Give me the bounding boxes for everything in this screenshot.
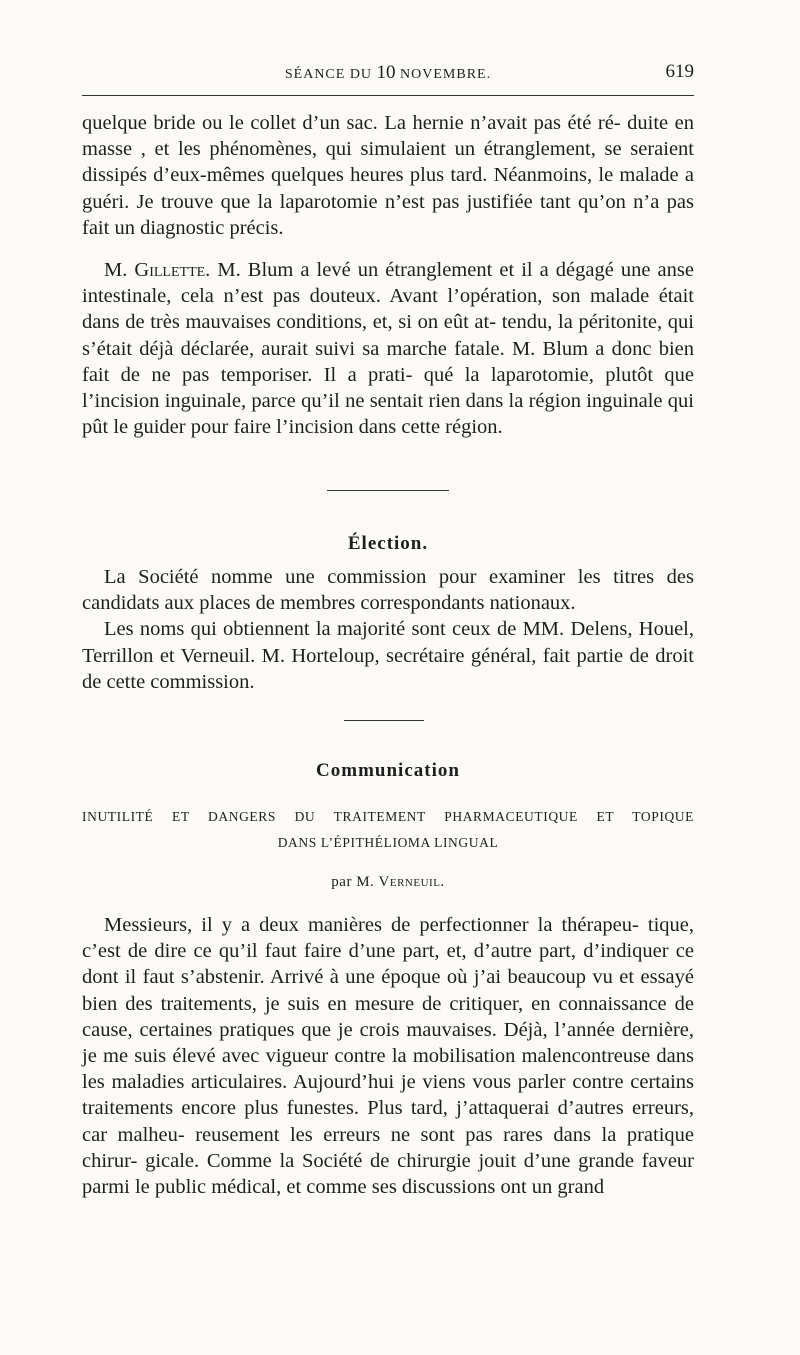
header-rule xyxy=(82,95,694,96)
running-title-after: NOVEMBRE. xyxy=(395,67,492,82)
byline xyxy=(82,874,694,891)
page-number: 619 xyxy=(665,61,694,82)
discussion-paragraph-1: quelque bride ou le collet d’un sac. La hernie n’avait pas été ré- duite en masse , et les phénomènes, qui simulaient un étranglement, se seraient dissipés d’eux-mêmes quelques heures plus tard. Néanmoins, le malade a guéri. Je trouve que la laparotomie n’est pas justifiée tant qu’on n’a pas fait un diagnostic précis. xyxy=(82,112,694,239)
byline-prefix: par M. xyxy=(331,874,379,890)
election-text xyxy=(82,564,694,695)
running-title xyxy=(82,62,694,84)
section-divider-1 xyxy=(327,490,449,491)
discussion-paragraph-2 xyxy=(82,257,694,440)
section-divider-2 xyxy=(344,720,424,721)
election-title: Élection. xyxy=(347,533,429,554)
running-title-number: 10 xyxy=(376,62,396,83)
running-title-before: SÉANCE DU xyxy=(284,67,377,82)
election-paragraph-2: Les noms qui obtiennent la majorité sont ceux de MM. Delens, Houel, Terrillon et Verneuil. M. Horteloup, secrétaire général, fait partie de droit de cette commission. xyxy=(82,618,694,693)
article-title xyxy=(82,804,694,856)
communication-text xyxy=(82,912,694,1200)
article-title-line-2: DANS L’ÉPITHÉLIOMA LINGUAL xyxy=(277,835,499,850)
communication-title: Communication xyxy=(316,760,460,781)
election-paragraph-1: La Société nomme une commission pour examiner les titres des candidats aux places de membres correspondants nationaux. xyxy=(82,566,694,615)
discussion-paragraph-2-text: M. Blum a levé un étranglement et il a dégagé une anse intestinale, cela n’est pas douteux. Avant l’opération, son malade était dans de très mauvaises conditions, et, si on eût at- tendu, la péritonite, qui s’était déjà déclarée, aurait suivi sa marche fatale. M. Blum a donc bien fait de ne pas temporiser. Il a prati- qué la laparotomie, plutôt que l’incision inguinale, parce qu’il ne sentait rien dans la région inguinale qui pût le guider pour faire l’incision dans cette région. xyxy=(82,259,694,439)
discussion-text xyxy=(82,110,694,440)
running-head xyxy=(82,62,694,84)
communication-paragraph-1: Messieurs, il y a deux manières de perfectionner la thérapeu- tique, c’est de dire ce qu’il faut faire d’une part, et, d’autre part, d’indiquer ce dont il faut s’abstenir. Arrivé à une époque où j’ai beaucoup vu et essayé bien des traitements, je suis en mesure de critiquer, en connaissance de cause, certaines pratiques que je crois mauvaises. Déjà, l’année dernière, je me suis élevé avec vigueur contre la mobilisation malencontreuse dans les maladies articulaires. Aujourd’hui je viens vous parler contre certains traitements encore plus funestes. Plus tard, j’attaquerai d’autres erreurs, car malheu- reusement les erreurs ne sont pas rares dans la pratique chirur- gicale. Comme la Société de chirurgie jouit d’une grande faveur parmi le public médical, et comme ses discussions ont un grand xyxy=(82,914,694,1199)
speaker-name: M. Gillette. xyxy=(104,259,211,282)
article-title-line-1: INUTILITÉ ET DANGERS DU TRAITEMENT PHARMACEUTIQUE ET TOPIQUE xyxy=(82,809,694,824)
byline-author: Verneuil. xyxy=(378,874,445,890)
